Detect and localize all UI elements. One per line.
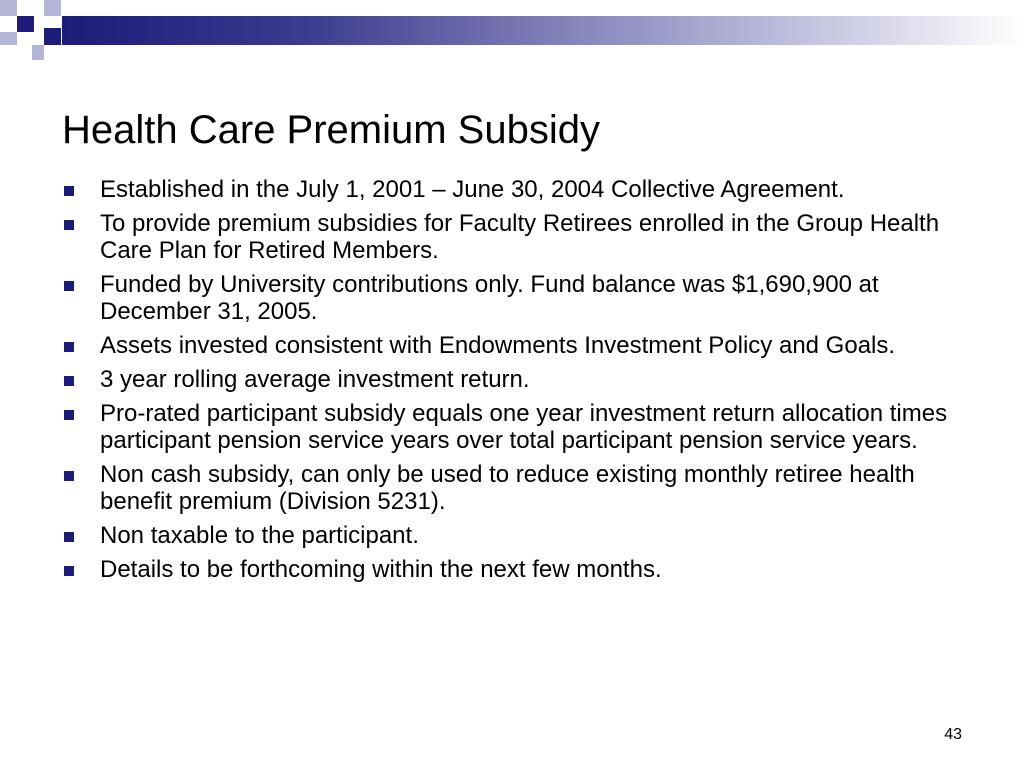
bullet-item	[62, 400, 972, 454]
square-bullet-icon	[64, 376, 74, 386]
bullet-text: To provide premium subsidies for Faculty Retirees enrolled in the Group Health Care Plan for Retired Members.	[100, 210, 940, 264]
bullet-text: Details to be forthcoming within the next few months.	[100, 556, 662, 583]
square-bullet-icon	[64, 471, 74, 481]
decorative-square	[0, 32, 17, 45]
square-bullet-icon	[64, 566, 74, 576]
slide-title: Health Care Premium Subsidy	[62, 108, 600, 152]
bullet-list	[62, 176, 972, 590]
bullet-item	[62, 366, 972, 393]
square-bullet-icon	[64, 532, 74, 542]
square-bullet-icon	[64, 410, 74, 420]
bullet-text: Assets invested consistent with Endowments Investment Policy and Goals.	[100, 332, 896, 359]
page-number: 43	[944, 726, 962, 743]
decorative-square	[17, 16, 34, 32]
square-bullet-icon	[64, 186, 74, 196]
decorative-square	[32, 45, 44, 60]
bullet-item	[62, 522, 972, 549]
bullet-item	[62, 271, 972, 325]
bullet-item	[62, 332, 972, 359]
bullet-text: Pro-rated participant subsidy equals one year investment return allocation times participant pension service years over total participant pension service years.	[100, 400, 948, 454]
square-bullet-icon	[64, 220, 74, 230]
square-bullet-icon	[64, 281, 74, 291]
header-gradient-band	[62, 16, 1024, 45]
bullet-item	[62, 210, 972, 264]
bullet-text: Funded by University contributions only. Fund balance was $1,690,900 at December 31, 2005.	[100, 271, 879, 325]
bullet-text: Established in the July 1, 2001 – June 30, 2004 Collective Agreement.	[100, 176, 845, 203]
bullet-item	[62, 461, 972, 515]
decorative-square	[0, 0, 17, 16]
bullet-text: Non cash subsidy, can only be used to reduce existing monthly retiree health benefit premium (Division 5231).	[100, 461, 915, 515]
square-bullet-icon	[64, 342, 74, 352]
bullet-text: Non taxable to the participant.	[100, 522, 419, 549]
decorative-square	[44, 28, 61, 45]
decorative-square	[44, 0, 61, 16]
bullet-item	[62, 176, 972, 203]
bullet-text: 3 year rolling average investment return.	[100, 366, 530, 393]
bullet-item	[62, 556, 972, 583]
